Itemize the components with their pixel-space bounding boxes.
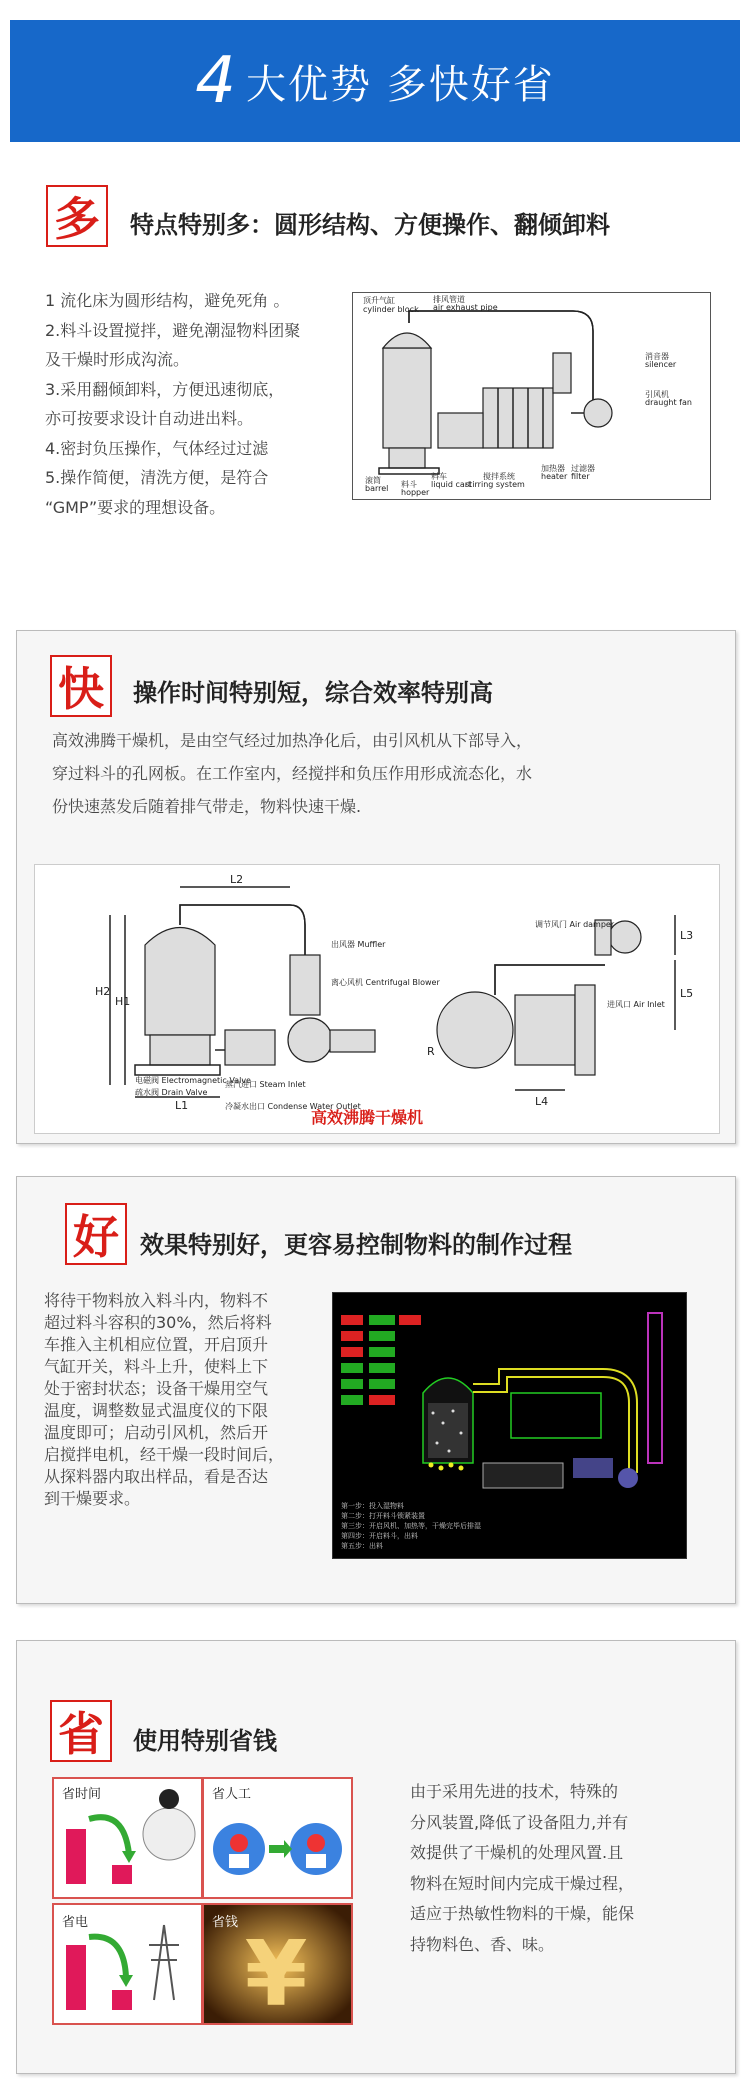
thumb-save-power <box>52 1903 203 2025</box>
fan-shape <box>584 399 612 427</box>
badge-duo: 多 <box>46 185 108 247</box>
section3-line: 启搅拌电机，经干燥一段时间后， <box>44 1445 285 1464</box>
tower-dome <box>383 333 431 348</box>
section2-line: 穿过料斗的孔网板。在工作室内，经搅拌和负压作用形成流态化，水 <box>52 764 533 783</box>
banner-text: 大优势 多快好省 <box>246 61 555 108</box>
dimension-diagram <box>34 864 720 1134</box>
section3-line: 到干燥要求。 <box>44 1489 141 1508</box>
label-cart-en: liquid cart <box>431 480 472 489</box>
label-filter-cn: 过滤器 <box>571 464 595 473</box>
hopper-shape <box>389 448 425 468</box>
section1-line: 3.采用翻倾卸料，方便迅速彻底， <box>45 379 285 399</box>
diagram-caption: 高效沸腾干燥机 <box>311 1108 424 1127</box>
label-filter-en: filter <box>571 472 590 481</box>
section4-line: 物料在短时间内完成干燥过程， <box>410 1873 635 1893</box>
badge-kuai: 快 <box>50 655 112 717</box>
label-em-valve: 电磁阀 Electromagnetic Valve <box>135 1076 251 1085</box>
dim-l4: L4 <box>535 1095 549 1108</box>
section4-text <box>410 1777 710 1960</box>
section2-heading: 操作时间特别短，综合效率特别高 <box>133 679 493 707</box>
section4-line: 分风装置,降低了设备阻力,并有 <box>410 1812 629 1832</box>
muffler-shape <box>290 955 320 1015</box>
label-steam: 蒸汽进口 Steam Inlet <box>225 1080 306 1089</box>
label-air-damper: 调节风门 Air damper <box>535 920 615 929</box>
section3-line: 温度，调整数显式温度仪的下限 <box>44 1401 269 1420</box>
banner-number: 4 <box>195 44 236 118</box>
dim-r: R <box>427 1045 435 1058</box>
section4-line: 适应于热敏性物料的干燥，能保 <box>410 1904 635 1923</box>
section1-line: “GMP”要求的理想设备。 <box>45 497 226 517</box>
label-barrel-en: barrel <box>365 484 389 493</box>
label-silencer-en: silencer <box>645 360 677 369</box>
section1-line: 2.料斗设置搅拌，避免潮湿物料团聚 <box>45 320 301 340</box>
top-view-tank <box>437 992 513 1068</box>
section1-line: 5.操作简便，清洗方便，是符合 <box>45 468 269 487</box>
section3-line: 超过料斗容积的30%，然后将料 <box>44 1313 272 1332</box>
screen-note: 第五步：出料 <box>341 1542 383 1550</box>
screen-note: 第二步：打开料斗锁紧装置 <box>341 1512 425 1520</box>
section2-text <box>52 724 692 823</box>
label-heater-en: heater <box>541 472 568 481</box>
silencer-shape <box>553 353 571 393</box>
badge-sheng: 省 <box>50 1700 112 1762</box>
screen-note: 第一步：投入湿物料 <box>341 1502 404 1510</box>
section4-line: 持物料色、香、味。 <box>410 1934 555 1954</box>
section4-line: 效提供了干燥机的处理风置.且 <box>410 1843 624 1862</box>
label-blower: 离心风机 Centrifugal Blower <box>331 978 440 987</box>
section1-line: 1 流化床为圆形结构，避免死角 。 <box>45 291 290 310</box>
thumb-label: 省人工 <box>212 1787 252 1802</box>
label-heater-cn: 加热器 <box>541 464 565 473</box>
thumb-label: 省钱 <box>212 1915 239 1930</box>
section3-line: 温度即可；启动引风机，然后开 <box>44 1423 269 1442</box>
tower-body <box>383 348 431 448</box>
thumb-save-time <box>52 1777 203 1899</box>
label-cart-cn: 料车 <box>431 472 447 481</box>
label-stirring-en: stirring system <box>465 480 525 489</box>
section3-text <box>44 1290 314 1510</box>
label-muffler: 出风器 Muffler <box>331 940 386 949</box>
section3-line: 从探料器内取出样品，看是否达 <box>44 1467 269 1486</box>
section1-line: 4.密封负压操作，气体经过过滤 <box>45 438 269 458</box>
dryer-schematic <box>352 292 711 500</box>
label-cylinder-en: cylinder block <box>363 305 419 314</box>
label-drain-valve: 疏水阀 Drain Valve <box>135 1088 208 1097</box>
section4-heading: 使用特别省钱 <box>133 1727 277 1755</box>
label-stirring-cn: 搅拌系统 <box>483 472 515 481</box>
section3-heading: 效果特别好，更容易控制物料的制作过程 <box>140 1231 572 1259</box>
blower-shape <box>288 1018 332 1062</box>
label-hopper-cn: 料斗 <box>401 480 417 489</box>
section1-heading: 特点特别多：圆形结构、方便操作、翻倾卸料 <box>130 211 610 239</box>
section3-line: 车推入主机相应位置，开启顶升 <box>44 1335 269 1354</box>
section3-line: 将待干物料放入料斗内，物料不 <box>44 1291 269 1310</box>
section3-line: 气缸开关，料斗上升，使料上下 <box>44 1357 269 1376</box>
label-exhaust-en: air exhaust pipe <box>433 303 498 312</box>
label-air-inlet: 进风口 Air Inlet <box>607 1000 665 1009</box>
control-screen <box>332 1292 687 1559</box>
dim-l5: L5 <box>680 987 694 1000</box>
thumb-label: 省电 <box>62 1915 89 1930</box>
svg-text:¥: ¥ <box>244 1922 308 2023</box>
screen-note: 第三步：开启风机、加热等，干燥完毕后排湿 <box>341 1522 481 1530</box>
section3-line: 处于密封状态；设备干燥用空气 <box>44 1379 269 1398</box>
label-hopper-en: hopper <box>401 488 430 497</box>
dryer-body <box>145 928 215 1036</box>
label-cylinder-cn: 顶升气缸 <box>363 296 395 305</box>
banner-title <box>10 20 740 142</box>
dim-h1: H1 <box>115 995 131 1008</box>
dim-l1: L1 <box>175 1099 189 1112</box>
label-fan-en: draught fan <box>645 398 692 407</box>
label-silencer-cn: 消音器 <box>645 352 669 361</box>
screen-note: 第四步：开启料斗，出料 <box>341 1532 418 1540</box>
section4-line: 由于采用先进的技术，特殊的 <box>410 1782 619 1801</box>
badge-hao: 好 <box>65 1203 127 1265</box>
section2-line: 份快速蒸发后随着排气带走，物料快速干燥. <box>52 797 362 816</box>
label-exhaust-cn: 排风管道 <box>433 295 465 304</box>
thumb-label: 省时间 <box>62 1787 102 1802</box>
section1-line: 及干燥时形成沟流。 <box>45 350 190 369</box>
thumb-save-labor <box>202 1777 353 1899</box>
section2-line: 高效沸腾干燥机，是由空气经过加热净化后，由引风机从下部导入， <box>52 731 533 750</box>
section1-text <box>45 286 345 522</box>
dim-l2: L2 <box>230 873 244 886</box>
label-fan-cn: 引风机 <box>645 390 669 399</box>
label-condense: 冷凝水出口 Condense Water Outlet <box>225 1102 361 1111</box>
label-barrel-cn: 滚筒 <box>365 476 381 485</box>
dim-l3: L3 <box>680 929 694 942</box>
dim-h2: H2 <box>95 985 111 998</box>
section1-line: 亦可按要求设计自动进出料。 <box>45 409 254 428</box>
thumb-save-money <box>202 1903 353 2025</box>
